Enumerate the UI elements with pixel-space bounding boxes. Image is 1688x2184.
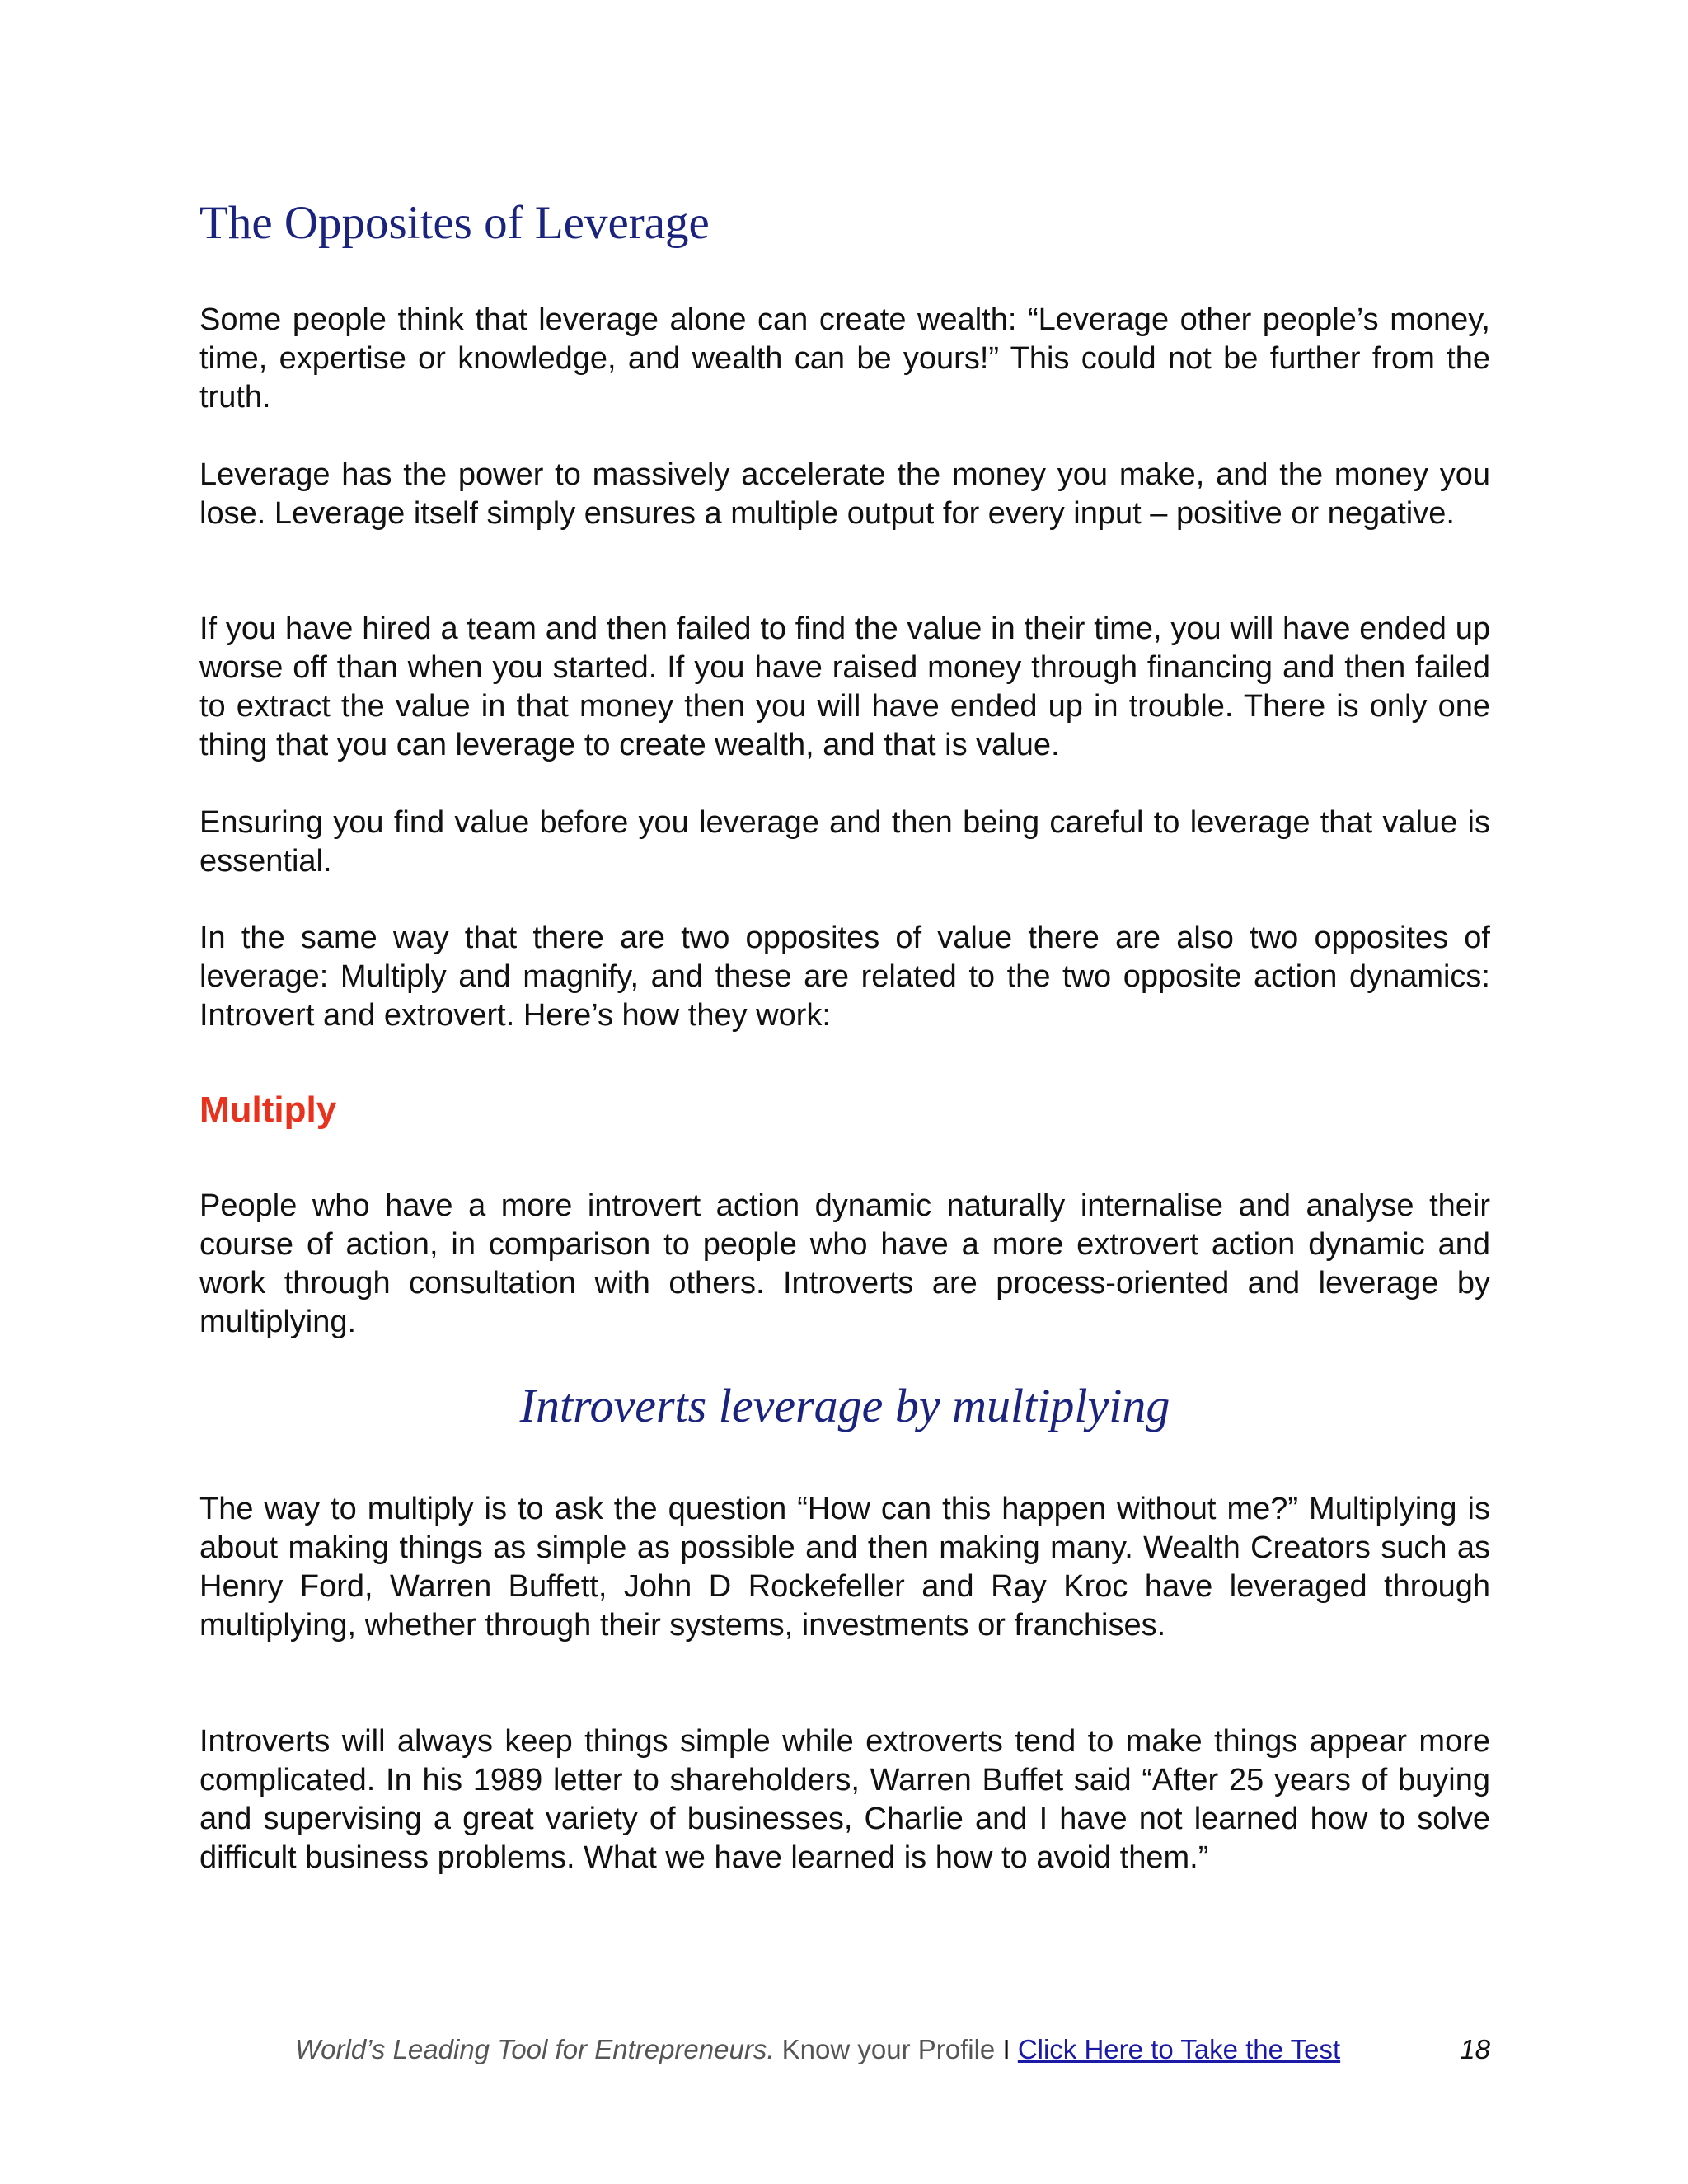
paragraph-4: Ensuring you find value before you leverage and then being careful to leverage that value is essential. (199, 805, 1490, 879)
footer-line (295, 2034, 1340, 2065)
footer-tagline: World’s Leading Tool for Entrepreneurs. (295, 2034, 775, 2064)
paragraph-8: Introverts will always keep things simple while extroverts tend to make things appear more complicated. In his 1989 letter to shareholders, Warren Buffet said “After 25 years of buying and supervising a great variety of businesses, Charlie and I have not learned how to solve difficult business problems. What we have learned is how to avoid them.” (199, 1724, 1490, 1875)
section-heading-multiply: Multiply (199, 1090, 337, 1130)
paragraph-5: In the same way that there are two opposites of value there are also two opposites of leverage: Multiply and magnify, and these are related to the two opposite action dynamics: Introvert and extrovert. Here’s how they work: (199, 921, 1490, 1033)
paragraph-7: The way to multiply is to ask the question “How can this happen without me?” Multiplying is about making things as simple as possible and then making many. Wealth Creators such as Henry Ford, Warren Buffett, John D Rockefeller and Ray Kroc have leveraged through multiplying, whether through their systems, investments or franchises. (199, 1492, 1490, 1643)
paragraph-6: People who have a more introvert action dynamic naturally internalise and analyse their course of action, in comparison to people who have a more extrovert action dynamic and work through consultation with others. Introverts are process-oriented and leverage by multiplying. (199, 1188, 1490, 1339)
take-test-link[interactable]: Click Here to Take the Test (1017, 2034, 1341, 2064)
paragraph-3: If you have hired a team and then failed to find the value in their time, you will have ended up worse off than when you started. If you have raised money through financing and then failed to extract the value in that money then you will have ended up in trouble. There is only one thing that you can leverage to create wealth, and that is value. (199, 612, 1490, 762)
paragraph-1: Some people think that leverage alone can create wealth: “Leverage other people’s money, time, expertise or knowledge, and wealth can be yours!” This could not be further from the truth. (199, 302, 1490, 415)
pull-quote: Introverts leverage by multiplying (519, 1379, 1170, 1432)
paragraph-2: Leverage has the power to massively accelerate the money you make, and the money you lose. Leverage itself simply ensures a multiple output for every input – positive or negative. (199, 457, 1490, 531)
footer-profile-text: Know your Profile (781, 2034, 996, 2064)
page-number: 18 (1460, 2034, 1490, 2064)
page-title: The Opposites of Leverage (199, 197, 710, 249)
footer-separator: I (1002, 2034, 1010, 2064)
